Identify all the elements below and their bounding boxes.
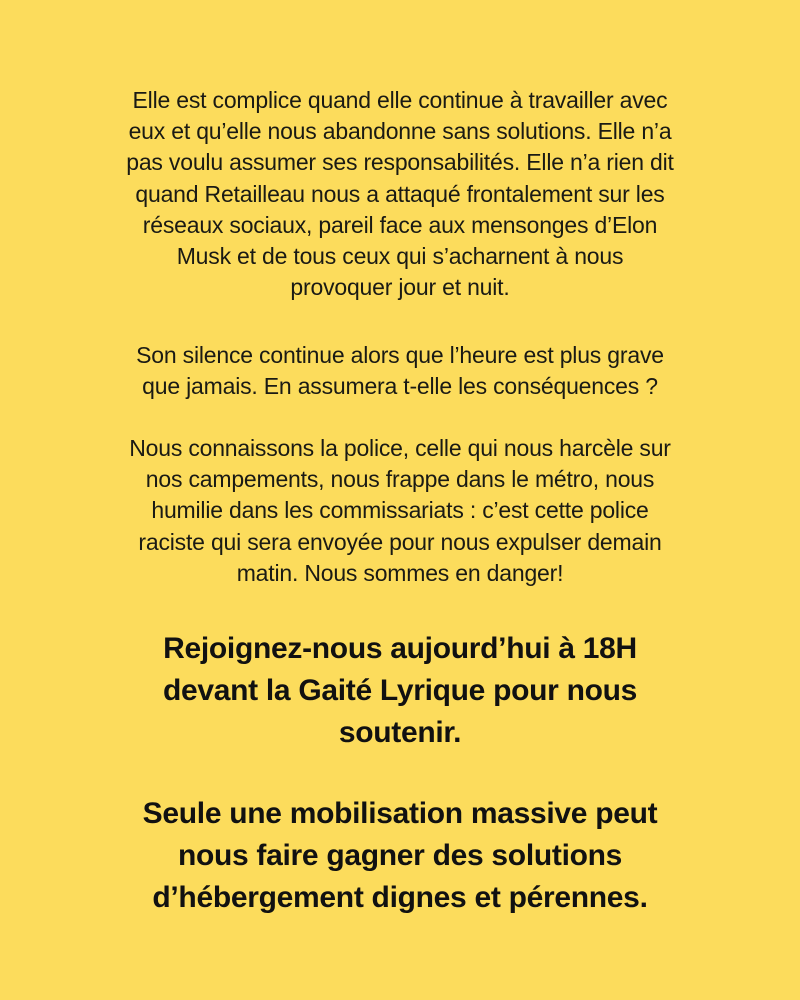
paragraph-silence [0, 340, 800, 402]
text-line: Musk et de tous ceux qui s’acharnent à nous [176, 243, 624, 270]
call-to-action-mobilisation [0, 793, 800, 919]
text-line: Son silence continue alors que l’heure est plus grave [136, 342, 664, 368]
text-line: matin. Nous sommes en danger! [236, 559, 564, 586]
text-line: Nous connaissons la police, celle qui nous harcèle sur [129, 435, 671, 461]
text-line: Elle est complice quand elle continue à travailler avec [132, 87, 668, 113]
headline-line: Seule une mobilisation massive peut [142, 797, 658, 830]
text-line: provoquer jour et nuit. [290, 274, 510, 301]
headline-line: devant la Gaité Lyrique pour nous [162, 674, 638, 707]
headline-line: Rejoignez-nous aujourd’hui à 18H [163, 632, 637, 665]
text-line: nos campements, nous frappe dans le métro, nous [145, 466, 655, 493]
headline-line: soutenir. [338, 716, 462, 749]
text-line: que jamais. En assumera t-elle les conséquences ? [142, 373, 658, 400]
text-line: eux et qu’elle nous abandonne sans solutions. Elle n’a [128, 118, 672, 145]
paragraph-police [0, 433, 800, 589]
text-line: réseaux sociaux, pareil face aux mensonges d’Elon [142, 211, 658, 238]
text-line: raciste qui sera envoyée pour nous expulser demain [138, 528, 662, 555]
text-line: humilie dans les commissariats : c’est cette police [151, 497, 649, 524]
text-line: quand Retailleau nous a attaqué frontalement sur les [135, 180, 665, 207]
paragraph-complicity [0, 85, 800, 303]
headline-line: nous faire gagner des solutions [177, 839, 623, 872]
text-line: pas voulu assumer ses responsabilités. Elle n’a rien dit [126, 149, 674, 176]
call-to-action-rally [0, 628, 800, 754]
headline-line: d’hébergement dignes et pérennes. [152, 881, 648, 914]
